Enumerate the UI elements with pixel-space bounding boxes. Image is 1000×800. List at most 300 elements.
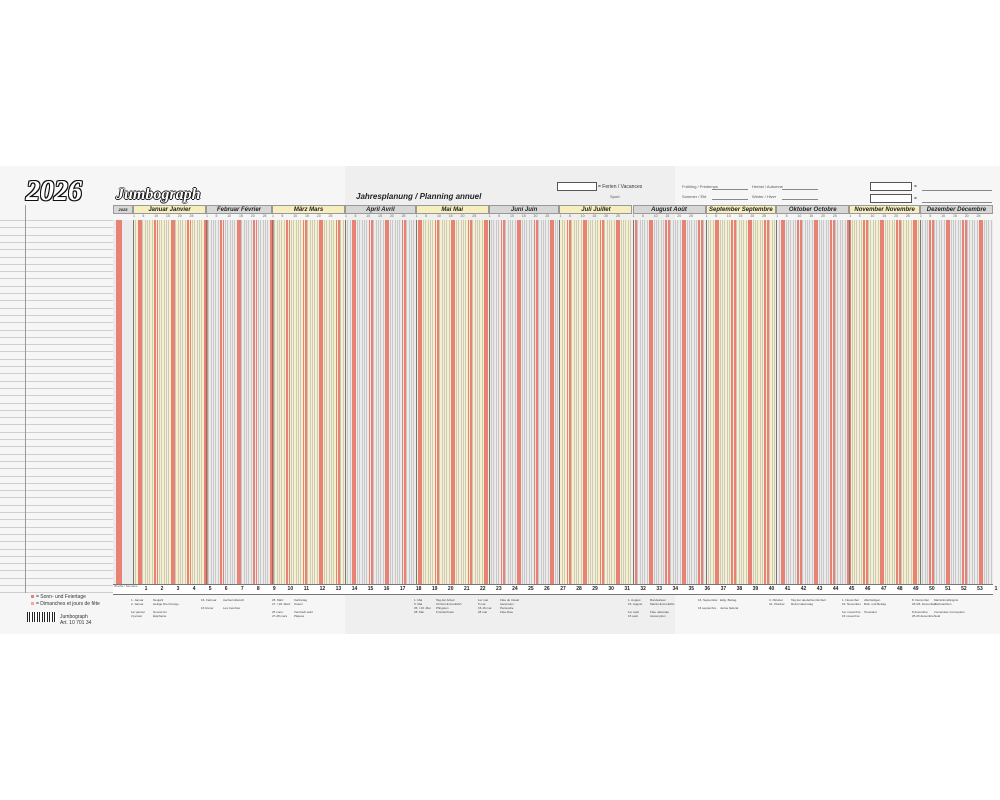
day-line bbox=[708, 220, 709, 584]
day-line bbox=[939, 220, 940, 584]
day-line bbox=[710, 220, 711, 584]
day-line bbox=[703, 220, 704, 584]
day-line bbox=[510, 220, 511, 584]
day-line bbox=[835, 220, 836, 584]
legend-sonn: = Sonn- und Feiertage bbox=[36, 594, 86, 600]
holiday-names: Karfreitag Ostern Vendredi saint Pâques bbox=[294, 598, 314, 618]
day-line bbox=[277, 220, 278, 584]
week-number: 15 bbox=[367, 586, 374, 592]
weekend-stripe bbox=[701, 220, 703, 584]
row-line bbox=[0, 395, 113, 396]
day-line bbox=[590, 220, 591, 584]
day-line bbox=[644, 220, 645, 584]
week-number: 30 bbox=[608, 586, 614, 592]
month-separator bbox=[920, 220, 921, 584]
custom-legend-field-1[interactable] bbox=[870, 182, 912, 191]
month-separator bbox=[416, 220, 417, 584]
day-number: 20 bbox=[177, 214, 182, 218]
day-line bbox=[284, 220, 285, 584]
week-number: 32 bbox=[640, 586, 646, 592]
holiday-swatch bbox=[31, 595, 34, 598]
weekend-stripe bbox=[965, 220, 967, 584]
row-line bbox=[0, 257, 113, 258]
day-number: 1 bbox=[345, 214, 347, 218]
day-line bbox=[878, 220, 879, 584]
day-number: 20 bbox=[316, 214, 321, 218]
row-line bbox=[0, 373, 113, 374]
day-number: 20 bbox=[389, 214, 394, 218]
day-line bbox=[329, 220, 330, 584]
month-header: Juni Juin bbox=[489, 205, 560, 214]
day-line bbox=[755, 220, 756, 584]
week-number: 43 bbox=[816, 586, 823, 592]
day-line bbox=[194, 220, 195, 584]
day-line bbox=[592, 220, 593, 584]
day-line bbox=[258, 220, 259, 584]
day-line bbox=[444, 220, 445, 584]
day-line bbox=[192, 220, 193, 584]
day-line bbox=[772, 220, 773, 584]
day-line bbox=[161, 220, 162, 584]
row-line bbox=[0, 249, 113, 250]
week-number: 18 bbox=[415, 586, 422, 592]
day-line bbox=[991, 220, 992, 584]
day-line bbox=[628, 220, 629, 584]
holiday-names: Eidg. Bettag Jeûne fédéral bbox=[720, 598, 739, 610]
day-line bbox=[350, 220, 351, 584]
week-number: 19 bbox=[431, 586, 438, 592]
month-separator bbox=[489, 220, 490, 584]
day-line bbox=[380, 220, 381, 584]
day-line bbox=[317, 220, 318, 584]
day-line bbox=[241, 220, 242, 584]
day-number: 20 bbox=[964, 214, 969, 218]
week-number: 47 bbox=[880, 586, 887, 592]
day-number: 15 bbox=[952, 214, 957, 218]
day-line bbox=[458, 220, 459, 584]
weekend-stripe bbox=[750, 220, 752, 584]
day-line bbox=[493, 220, 494, 584]
weekend-stripe bbox=[157, 220, 159, 584]
row-line bbox=[0, 242, 113, 243]
day-line bbox=[293, 220, 294, 584]
day-number: 20 bbox=[750, 214, 755, 218]
weekend-stripe bbox=[932, 220, 934, 584]
row-line bbox=[0, 483, 113, 484]
month-separator bbox=[345, 220, 346, 584]
day-number: 5 bbox=[142, 214, 145, 218]
day-line bbox=[670, 220, 671, 584]
weekend-stripe bbox=[140, 220, 142, 584]
weekend-stripe bbox=[882, 220, 884, 584]
day-number: 25 bbox=[616, 214, 620, 218]
weekend-stripe bbox=[635, 220, 637, 584]
row-line bbox=[0, 286, 113, 287]
planning-grid[interactable] bbox=[113, 220, 993, 584]
day-number: 1 bbox=[849, 214, 852, 218]
day-line bbox=[925, 220, 926, 584]
month-header: Dezember Décembre bbox=[920, 205, 993, 214]
year-prev-cell: 2025 bbox=[113, 205, 133, 214]
week-number: 37 bbox=[720, 586, 727, 592]
month-separator bbox=[849, 220, 850, 584]
day-line bbox=[175, 220, 176, 584]
row-line bbox=[0, 388, 113, 389]
day-line bbox=[376, 220, 377, 584]
day-line bbox=[347, 220, 348, 584]
day-line bbox=[823, 220, 824, 584]
day-number: 1 bbox=[919, 214, 922, 218]
day-line bbox=[720, 220, 721, 584]
day-line bbox=[663, 220, 664, 584]
day-line bbox=[736, 220, 737, 584]
holiday-dates: 16. September 16 septembre bbox=[698, 598, 718, 610]
day-line bbox=[208, 220, 209, 584]
weekend-stripe bbox=[321, 220, 323, 584]
day-number: 15 bbox=[165, 214, 170, 218]
weekend-stripe bbox=[503, 220, 505, 584]
day-line bbox=[526, 220, 527, 584]
week-number: 24 bbox=[512, 586, 518, 592]
day-line bbox=[182, 220, 183, 584]
week-number: 41 bbox=[784, 586, 791, 592]
row-line bbox=[0, 278, 113, 279]
week-number-row bbox=[113, 584, 998, 595]
day-line bbox=[465, 220, 466, 584]
day-line bbox=[597, 220, 598, 584]
day-line bbox=[449, 220, 450, 584]
day-line bbox=[230, 220, 231, 584]
day-line bbox=[578, 220, 579, 584]
day-line bbox=[906, 220, 907, 584]
day-line bbox=[479, 220, 480, 584]
day-line bbox=[724, 220, 725, 584]
week-number: 50 bbox=[929, 586, 935, 592]
day-line bbox=[694, 220, 695, 584]
day-number: 5 bbox=[785, 214, 788, 218]
weekend-stripe bbox=[256, 220, 258, 584]
day-line bbox=[790, 220, 791, 584]
day-line bbox=[988, 220, 989, 584]
day-line bbox=[267, 220, 268, 584]
week-number: 2 bbox=[160, 586, 164, 592]
week-number: 42 bbox=[800, 586, 807, 592]
day-line bbox=[166, 220, 167, 584]
day-line bbox=[524, 220, 525, 584]
day-line bbox=[548, 220, 549, 584]
day-line bbox=[423, 220, 424, 584]
day-line bbox=[397, 220, 398, 584]
weekend-stripe bbox=[116, 220, 122, 584]
month-header: Januar Janvier bbox=[133, 205, 206, 214]
week-number: 34 bbox=[672, 586, 679, 592]
day-line bbox=[310, 220, 311, 584]
row-line bbox=[0, 563, 113, 564]
day-line bbox=[887, 220, 888, 584]
day-line bbox=[757, 220, 758, 584]
day-line bbox=[614, 220, 615, 584]
day-line bbox=[378, 220, 379, 584]
week-number: 21 bbox=[463, 586, 470, 592]
day-line bbox=[331, 220, 332, 584]
day-line bbox=[859, 220, 860, 584]
legend-line bbox=[922, 190, 992, 191]
day-line bbox=[274, 220, 275, 584]
day-line bbox=[630, 220, 631, 584]
row-line bbox=[0, 519, 113, 520]
row-line bbox=[0, 432, 113, 433]
day-line bbox=[409, 220, 410, 584]
day-number: 15 bbox=[521, 214, 526, 218]
day-number: 25 bbox=[762, 214, 766, 218]
holiday-dates: 1. November 16. November 1er novembre 16 novembre bbox=[842, 598, 861, 618]
day-line bbox=[225, 220, 226, 584]
woche-label: Woche / Semaine bbox=[114, 584, 138, 588]
day-line bbox=[430, 220, 431, 584]
day-number: 5 bbox=[354, 214, 357, 218]
day-line bbox=[658, 220, 659, 584]
day-line bbox=[828, 220, 829, 584]
day-number: 1 bbox=[559, 214, 562, 218]
day-line bbox=[201, 220, 202, 584]
day-line bbox=[515, 220, 516, 584]
day-line bbox=[411, 220, 412, 584]
day-number: 15 bbox=[378, 214, 382, 218]
day-line bbox=[588, 220, 589, 584]
month-separator bbox=[706, 220, 707, 584]
day-line bbox=[383, 220, 384, 584]
left-label-panel bbox=[0, 205, 113, 593]
day-line bbox=[531, 220, 532, 584]
day-number: 10 bbox=[870, 214, 875, 218]
day-line bbox=[762, 220, 763, 584]
day-line bbox=[842, 220, 843, 584]
row-line bbox=[0, 351, 113, 352]
row-line bbox=[0, 344, 113, 345]
week-number: 3 bbox=[176, 586, 180, 592]
day-number: 1 bbox=[776, 214, 779, 218]
day-line bbox=[199, 220, 200, 584]
day-line bbox=[885, 220, 886, 584]
day-line bbox=[795, 220, 796, 584]
day-line bbox=[505, 220, 506, 584]
day-line bbox=[555, 220, 556, 584]
day-line bbox=[760, 220, 761, 584]
day-line bbox=[215, 220, 216, 584]
day-line bbox=[439, 220, 440, 584]
day-line bbox=[727, 220, 728, 584]
day-number: 25 bbox=[401, 214, 406, 218]
day-line bbox=[366, 220, 367, 584]
weekend-stripe bbox=[552, 220, 554, 584]
day-line bbox=[647, 220, 648, 584]
day-line bbox=[680, 220, 681, 584]
day-line bbox=[498, 220, 499, 584]
day-line bbox=[395, 220, 396, 584]
day-line bbox=[934, 220, 935, 584]
week-number: 31 bbox=[624, 586, 630, 592]
day-line bbox=[936, 220, 937, 584]
custom-legend-field-2[interactable] bbox=[870, 194, 912, 203]
day-line bbox=[392, 220, 393, 584]
day-line bbox=[461, 220, 462, 584]
month-header: April Avril bbox=[345, 205, 416, 214]
day-line bbox=[609, 220, 610, 584]
day-line bbox=[944, 220, 945, 584]
legend-line bbox=[922, 202, 992, 203]
day-line bbox=[654, 220, 655, 584]
day-number: 5 bbox=[641, 214, 644, 218]
row-line bbox=[0, 417, 113, 418]
vacances-field[interactable] bbox=[557, 182, 597, 191]
month-header: Oktober Octobre bbox=[776, 205, 849, 214]
day-line bbox=[774, 220, 775, 584]
day-line bbox=[901, 220, 902, 584]
day-number: 10 bbox=[227, 214, 232, 218]
day-line bbox=[868, 220, 869, 584]
day-line bbox=[640, 220, 641, 584]
week-number: 16 bbox=[383, 586, 390, 592]
day-number: 20 bbox=[677, 214, 682, 218]
season-summer: Sommer / Été bbox=[682, 194, 707, 199]
day-line bbox=[324, 220, 325, 584]
row-line bbox=[0, 468, 113, 469]
vacances-label: = Ferien / Vacances bbox=[598, 184, 643, 190]
week-number: 13 bbox=[335, 586, 342, 592]
day-line bbox=[142, 220, 143, 584]
weekend-stripe bbox=[717, 220, 719, 584]
day-number: 15 bbox=[738, 214, 743, 218]
day-line bbox=[611, 220, 612, 584]
day-line bbox=[845, 220, 846, 584]
day-line bbox=[969, 220, 970, 584]
month-header: März Mars bbox=[272, 205, 345, 214]
row-line bbox=[0, 235, 113, 236]
day-number: 5 bbox=[425, 214, 428, 218]
day-number: 25 bbox=[905, 214, 910, 218]
season-autumn: Herbst / Automne bbox=[752, 184, 783, 189]
day-line bbox=[673, 220, 674, 584]
week-number: 20 bbox=[447, 586, 454, 592]
weekend-stripe bbox=[536, 220, 538, 584]
day-line bbox=[793, 220, 794, 584]
weekend-stripe bbox=[371, 220, 373, 584]
day-line bbox=[446, 220, 447, 584]
week-number: 51 bbox=[945, 586, 951, 592]
day-line bbox=[425, 220, 426, 584]
season-rule bbox=[712, 189, 748, 190]
weekend-stripe bbox=[651, 220, 653, 584]
week-number: 14 bbox=[351, 586, 358, 592]
week-number: 49 bbox=[913, 586, 919, 592]
weekend-stripe bbox=[173, 220, 175, 584]
day-number: 15 bbox=[809, 214, 814, 218]
holiday-names: Tag der Arbeit Christi Himmelfahrt Pfingsten Fronleichnam bbox=[436, 598, 462, 614]
weekend-stripe bbox=[453, 220, 455, 584]
day-number: 15 bbox=[665, 214, 670, 218]
week-number: 27 bbox=[560, 586, 566, 592]
day-line bbox=[442, 220, 443, 584]
week-number: 25 bbox=[528, 586, 534, 592]
season-rule bbox=[782, 199, 818, 200]
weekend-stripe bbox=[305, 220, 307, 584]
day-line bbox=[227, 220, 228, 584]
day-number: 1 bbox=[705, 214, 708, 218]
day-line bbox=[713, 220, 714, 584]
row-line bbox=[0, 476, 113, 477]
day-line bbox=[856, 220, 857, 584]
day-line bbox=[343, 220, 344, 584]
day-line bbox=[722, 220, 723, 584]
holiday-dates: 1. August 15. August 1er août 15 août bbox=[628, 598, 643, 618]
day-line bbox=[984, 220, 985, 584]
weekend-stripe bbox=[800, 220, 802, 584]
day-line bbox=[300, 220, 301, 584]
month-separator bbox=[633, 220, 634, 584]
day-number: 10 bbox=[653, 214, 658, 218]
day-line bbox=[364, 220, 365, 584]
day-number: 20 bbox=[894, 214, 898, 218]
day-line bbox=[955, 220, 956, 584]
day-line bbox=[812, 220, 813, 584]
weekend-stripe bbox=[354, 220, 356, 584]
product-article: Art. 10 701 34 bbox=[60, 620, 92, 626]
weekend-swatch bbox=[31, 602, 34, 605]
week-number: 33 bbox=[656, 586, 662, 592]
week-number: 11 bbox=[303, 586, 310, 592]
day-number: 10 bbox=[154, 214, 159, 218]
day-line bbox=[508, 220, 509, 584]
row-line bbox=[0, 366, 113, 367]
season-winter: Winter / Hiver bbox=[752, 194, 777, 199]
day-line bbox=[574, 220, 575, 584]
day-line bbox=[185, 220, 186, 584]
weekend-stripe bbox=[239, 220, 241, 584]
holiday-dates: 25. März 27. / 28. März 25 mars 27-28 mars bbox=[272, 598, 291, 618]
weekend-stripe bbox=[981, 220, 983, 584]
day-line bbox=[621, 220, 622, 584]
week-number: 46 bbox=[864, 586, 871, 592]
day-line bbox=[741, 220, 742, 584]
day-number: 10 bbox=[941, 214, 946, 218]
week-number: 38 bbox=[736, 586, 743, 592]
day-number: 15 bbox=[304, 214, 309, 218]
day-number: 20 bbox=[460, 214, 465, 218]
day-line bbox=[894, 220, 895, 584]
week-number: 35 bbox=[688, 586, 695, 592]
day-line bbox=[180, 220, 181, 584]
day-line bbox=[399, 220, 400, 584]
weekend-stripe bbox=[618, 220, 620, 584]
week-number: 22 bbox=[480, 586, 486, 592]
week-number: 17 bbox=[399, 586, 406, 592]
day-number: 20 bbox=[533, 214, 538, 218]
month-separator bbox=[272, 220, 273, 584]
day-line bbox=[263, 220, 264, 584]
day-line bbox=[953, 220, 954, 584]
day-number: 15 bbox=[882, 214, 887, 218]
week-number: 1 bbox=[144, 586, 148, 592]
day-number: 15 bbox=[239, 214, 243, 218]
row-line bbox=[0, 227, 113, 228]
month-separator bbox=[133, 220, 134, 584]
left-column-divider bbox=[25, 205, 26, 593]
row-line bbox=[0, 570, 113, 571]
weekend-stripe bbox=[223, 220, 225, 584]
day-number: 20 bbox=[820, 214, 825, 218]
day-line bbox=[786, 220, 787, 584]
day-line bbox=[805, 220, 806, 584]
